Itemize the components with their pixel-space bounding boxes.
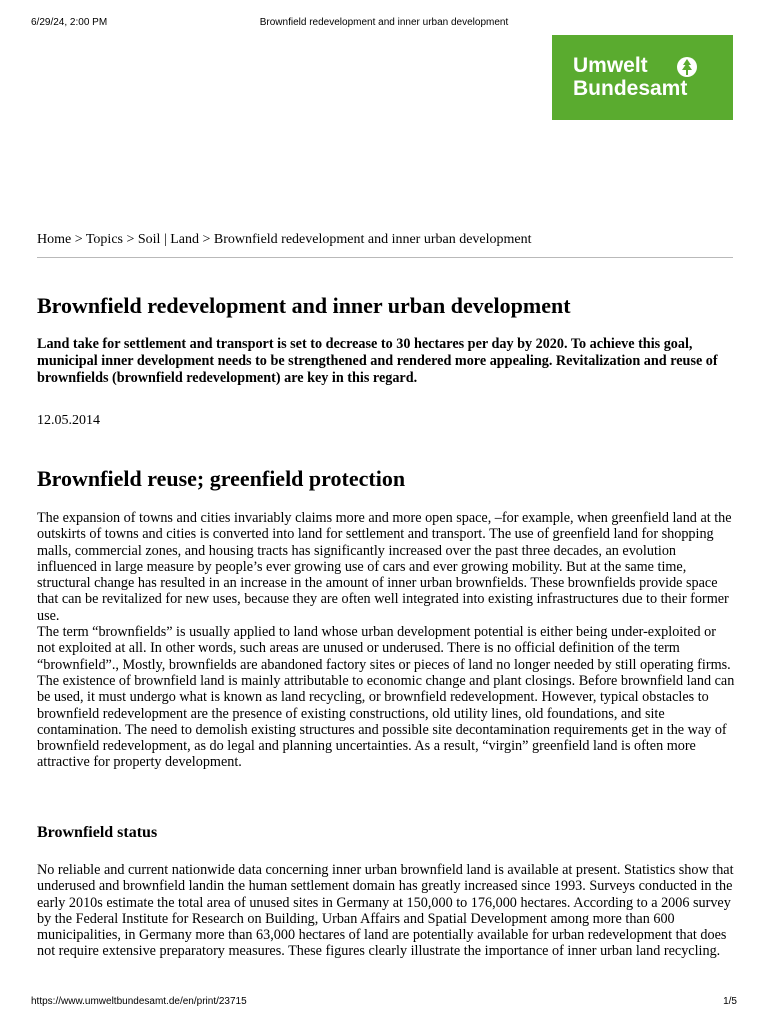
paragraph-definition: The term “brownfields” is usually applied to land whose urban development potential is either being under-exploited or not exploited at all. In other words, such areas are unused or underused. There is no official definition of the term “brownfield”., Mostly, brownfields are abandoned factory sites or pieces of land no longer needed by still operating firms. The existence of brownfield land is mainly attributable to economic change and plant closings. Before brownfield land can be used, it must undergo what is known as land recycling, or brownfield redevelopment. However, typical obstacles to brownfield redevelopment are the presence of existing constructions, old utility lines, old foundations, and site contamination. The need to demolish existing structures and possible site decontamination requirements get in the way of brownfield redevelopment, as do legal and planning uncertainties. As a result, “virgin” greenfield land is often more attractive for property development.	[37, 624, 735, 771]
section-heading-reuse: Brownfield reuse; greenfield protection	[37, 466, 406, 491]
section-body-reuse	[37, 510, 737, 771]
print-header	[31, 17, 737, 31]
breadcrumb-divider	[37, 257, 733, 258]
umweltbundesamt-logo[interactable]	[552, 35, 733, 120]
section-heading-status: Brownfield status	[37, 824, 158, 841]
logo-line-1: Umwelt	[573, 54, 648, 77]
page-number: 1/5	[723, 996, 737, 1007]
breadcrumb: Home > Topics > Soil | Land > Brownfield redevelopment and inner urban development	[37, 232, 532, 247]
tree-emblem-icon	[676, 56, 698, 78]
print-datetime: 6/29/24, 2:00 PM	[31, 17, 108, 28]
lead-paragraph: Land take for settlement and transport is set to decrease to 30 hectares per day by 2020. To achieve this goal, municipal inner development needs to be strengthened and rendered more appealing. Revitalization and reuse of brownfields (brownfield redevelopment) are key in this regard.	[37, 336, 718, 386]
print-url: https://www.umweltbundesamt.de/en/print/23715	[31, 996, 247, 1007]
page-title: Brownfield redevelopment and inner urban development	[37, 293, 571, 318]
publication-date: 12.05.2014	[37, 413, 100, 428]
print-footer	[31, 996, 737, 1010]
print-page-title: Brownfield redevelopment and inner urban development	[259, 17, 509, 28]
paragraph-expansion: The expansion of towns and cities invariably claims more and more open space, –for example, when greenfield land at the outskirts of towns and cities is converted into land for settlement and transport. The use of greenfield land for shopping malls, commercial zones, and housing tracts has significantly increased over the past three decades, an evolution influenced in large measure by people’s ever growing use of cars and ever growing mobility. But at the same time, structural change has resulted in an increase in the amount of inner urban brownfields. These brownfields provide space that can be revitalized for new uses, because they are often well integrated into existing infrastructures due to their former use.	[37, 510, 732, 624]
logo-line-2: Bundesamt	[573, 77, 688, 100]
paragraph-status: No reliable and current nationwide data concerning inner urban brownfield land is available at present. Statistics show that underused and brownfield landin the human settlement domain has greatly increased since 1993. Surveys conducted in the early 2010s estimate the total area of unused sites in Germany at 150,000 to 176,000 hectares. According to a 2006 survey by the Federal Institute for Research on Building, Urban Affairs and Spatial Development among more than 600 municipalities, in Germany more than 63,000 hectares of land are potentially available for urban redevelopment that does not require extensive preparatory measures. These figures clearly illustrate the importance of inner urban land recycling.	[37, 862, 734, 960]
